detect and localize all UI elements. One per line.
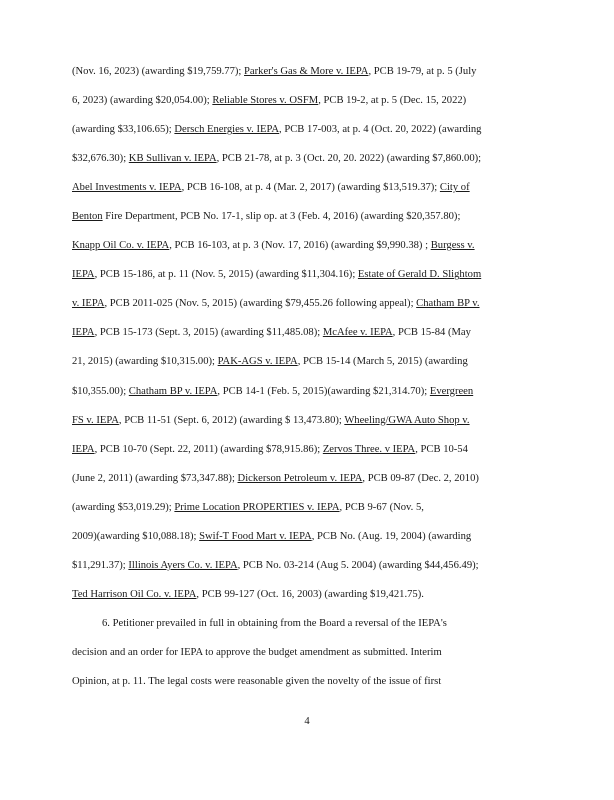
text-line xyxy=(72,115,550,144)
text-line xyxy=(72,289,550,318)
text-segment: decision and an order for IEPA to approve the budget amendment as submitted. Interim xyxy=(72,646,442,658)
text-line xyxy=(72,551,550,580)
text-line xyxy=(72,202,550,231)
text-segment: , PCB 11-51 (Sept. 6, 2012) (awarding $ 13,473.80); xyxy=(118,414,345,426)
case-citation: Chatham BP v. IEPA xyxy=(128,385,218,397)
text-segment: 21, 2015) (awarding $10,315.00); xyxy=(72,356,218,368)
document-body xyxy=(72,57,550,696)
text-line xyxy=(72,347,550,376)
text-line xyxy=(72,464,550,493)
text-segment: , PCB 2011-025 (Nov. 5, 2015) (awarding $79,455.26 following appeal); xyxy=(104,298,417,310)
case-citation: Reliable Stores v. OSFM xyxy=(212,95,319,107)
text-segment: , PCB 10-70 (Sept. 22, 2011) (awarding $78,915.86); xyxy=(94,443,323,455)
text-segment: , PCB 10-54 xyxy=(415,443,468,455)
text-segment: , PCB 99-127 (Oct. 16, 2003) (awarding $19,421.75). xyxy=(196,588,424,600)
text-line xyxy=(72,318,550,347)
text-segment: $32,676.30); xyxy=(72,153,129,165)
text-segment: $11,291.37); xyxy=(72,559,129,571)
text-segment: , PCB 17-003, at p. 4 (Oct. 20, 2022) (awarding xyxy=(279,124,482,136)
text-segment: 6, 2023) (awarding $20,054.00); xyxy=(72,95,213,107)
text-line xyxy=(72,580,550,609)
text-segment: , PCB No. (Aug. 19, 2004) (awarding xyxy=(311,530,472,542)
text-line xyxy=(72,522,550,551)
case-citation: Abel Investments v. IEPA xyxy=(72,182,182,194)
text-segment: , PCB 19-79, at p. 5 (July xyxy=(368,66,477,77)
text-line xyxy=(72,231,550,260)
page-number: 4 xyxy=(304,716,310,727)
text-segment: , PCB 21-78, at p. 3 (Oct. 20, 20. 2022) (awarding $7,860.00); xyxy=(216,153,482,165)
case-citation: Ted Harrison Oil Co. v. IEPA xyxy=(72,588,197,600)
text-segment: (June 2, 2011) (awarding $73,347.88); xyxy=(72,472,238,484)
case-citation: Burgess v. xyxy=(430,240,475,252)
case-citation: Estate of Gerald D. Slightom xyxy=(357,269,482,281)
text-segment: , PCB 15-84 (May xyxy=(392,327,471,339)
case-citation: KB Sullivan v. IEPA xyxy=(128,153,217,165)
case-citation: IEPA xyxy=(72,269,95,281)
text-segment: , PCB 16-103, at p. 3 (Nov. 17, 2016) (awarding $9,990.38) ; xyxy=(169,240,431,252)
case-citation: Swif-T Food Mart v. IEPA xyxy=(199,530,312,542)
text-line xyxy=(72,667,550,696)
case-citation: Illinois Ayers Co. v. IEPA xyxy=(128,559,238,571)
text-segment: , PCB 15-173 (Sept. 3, 2015) (awarding $11,485.08); xyxy=(94,327,323,339)
case-citation: FS v. IEPA xyxy=(72,414,119,426)
text-segment: Opinion, at p. 11. The legal costs were reasonable given the novelty of the issue of first xyxy=(72,675,442,687)
text-line xyxy=(72,609,550,638)
text-segment: , PCB 14-1 (Feb. 5, 2015)(awarding $21,314.70); xyxy=(217,385,430,397)
text-line xyxy=(72,173,550,202)
case-citation: Benton xyxy=(72,211,103,223)
text-line xyxy=(72,406,550,435)
text-line xyxy=(72,144,550,173)
case-citation: PAK-AGS v. IEPA xyxy=(217,356,298,368)
text-line xyxy=(72,638,550,667)
text-line xyxy=(72,377,550,406)
text-line xyxy=(72,86,550,115)
case-citation: Knapp Oil Co. v. IEPA xyxy=(72,240,170,252)
text-segment: , PCB 16-108, at p. 4 (Mar. 2, 2017) (awarding $13,519.37); xyxy=(181,182,440,194)
text-segment: , PCB 15-14 (March 5, 2015) (awarding xyxy=(297,356,468,368)
case-citation: Chatham BP v. xyxy=(416,298,480,310)
case-citation: v. IEPA xyxy=(72,298,105,310)
case-citation: Zervos Three. v IEPA xyxy=(322,443,416,455)
text-segment: , PCB 9-67 (Nov. 5, xyxy=(339,501,424,513)
text-segment: 6. Petitioner prevailed in full in obtaining from the Board a reversal of the IEPA's xyxy=(102,617,447,629)
case-citation: Wheeling/GWA Auto Shop v. xyxy=(344,414,470,426)
case-citation: Evergreen xyxy=(429,385,474,397)
case-citation: IEPA xyxy=(72,327,95,339)
text-segment: (awarding $33,106.65); xyxy=(72,124,175,136)
text-segment: , PCB 15-186, at p. 11 (Nov. 5, 2015) (awarding $11,304.16); xyxy=(94,269,358,281)
case-citation: McAfee v. IEPA xyxy=(322,327,393,339)
text-segment: (awarding $53,019.29); xyxy=(72,501,175,513)
text-line xyxy=(72,435,550,464)
text-segment: , PCB 19-2, at p. 5 (Dec. 15, 2022) xyxy=(318,95,467,107)
text-line xyxy=(72,493,550,522)
text-segment: 2009)(awarding $10,088.18); xyxy=(72,530,200,542)
case-citation: Dickerson Petroleum v. IEPA xyxy=(237,472,363,484)
case-citation: Parker's Gas & More v. IEPA xyxy=(244,66,369,77)
text-segment: , PCB 09-87 (Dec. 2, 2010) xyxy=(362,472,479,484)
text-segment: (Nov. 16, 2023) (awarding $19,759.77); xyxy=(72,66,245,77)
case-citation: Prime Location PROPERTIES v. IEPA xyxy=(174,501,340,513)
case-citation: Dersch Energies v. IEPA xyxy=(174,124,280,136)
text-segment: Fire Department, PCB No. 17-1, slip op. at 3 (Feb. 4, 2016) (awarding $20,357.80); xyxy=(102,211,461,223)
case-citation: IEPA xyxy=(72,443,95,455)
text-line xyxy=(72,260,550,289)
case-citation: City of xyxy=(439,182,470,194)
text-segment: , PCB No. 03-214 (Aug 5. 2004) (awarding $44,456.49); xyxy=(237,559,479,571)
text-line xyxy=(72,57,550,86)
text-segment: $10,355.00); xyxy=(72,385,129,397)
